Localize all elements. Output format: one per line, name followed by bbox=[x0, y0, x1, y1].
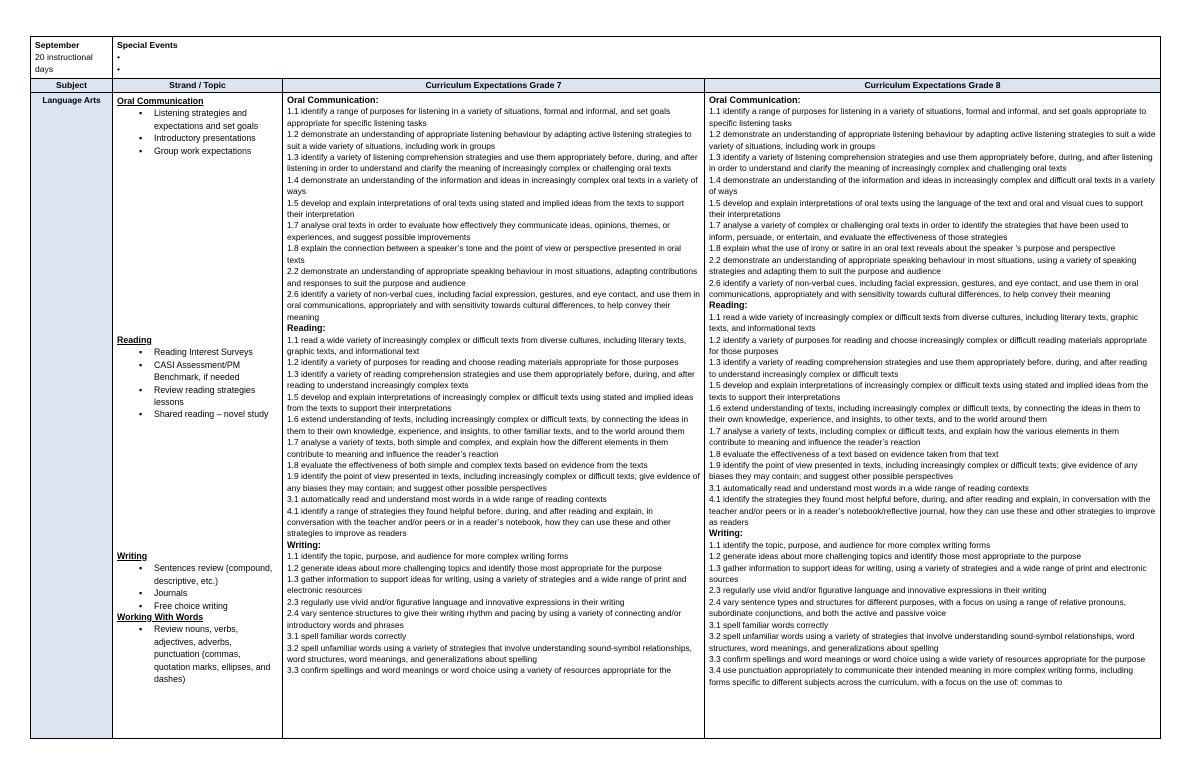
grade8-header: Curriculum Expectations Grade 8 bbox=[705, 78, 1161, 92]
list-item: ▪ Introductory presentations bbox=[117, 132, 278, 144]
g7-writing-expectations: 1.1 identify the topic, purpose, and audience for more complex writing forms 1.2 generate ideas about more challenging topics and identify those most appropriate for the purpose 1.3 gather information to support ideas for writing, using a variety of strategies and a wide range of print and electronic resources 2.3 regularly use vivid and/or figurative language and innovative expressions in their writing 2.4 vary sentence structures to give their writing rhythm and pacing by using a variety of connecting and/or introductory words and phrases 3.1 spell familiar words correctly 3.2 spell unfamiliar words using a variety of strategies that involve understanding sound-symbol relationships, word structures, word meanings, and generalizations about spelling 3.3 confirm spellings and word meanings or word choice using a variety of resources appropriate for the bbox=[287, 551, 693, 676]
special-events-cell bbox=[113, 37, 1161, 79]
instructional-days: 20 instructional days bbox=[35, 52, 93, 75]
list-item: ▪ Free choice writing bbox=[117, 600, 278, 612]
list-item: ▪ Listening strategies and expectations and set goals bbox=[117, 107, 278, 132]
g8-reading-heading: Reading: bbox=[709, 300, 748, 311]
list-item: ▪ Sentences review (compound, descriptive, etc.) bbox=[117, 562, 278, 587]
strand-header: Strand / Topic bbox=[113, 78, 283, 92]
grade7-header: Curriculum Expectations Grade 7 bbox=[283, 78, 705, 92]
month-row bbox=[31, 37, 1161, 79]
g8-oral-heading: Oral Communication: bbox=[709, 95, 801, 106]
subject-header: Subject bbox=[31, 78, 113, 92]
g7-reading-heading: Reading: bbox=[287, 323, 326, 334]
strand-wordwork-title: Working With Words bbox=[117, 611, 204, 622]
list-item: ▪ Shared reading – novel study bbox=[117, 408, 278, 420]
g8-writing-expectations: 1.1 identify the topic, purpose, and audience for more complex writing forms 1.2 generate ideas about more challenging topics and identify those most appropriate to the purpose 1.3 gather information to support ideas for writing, using a variety of strategies and a wide range of print and electronic sources 2.3 regularly use vivid and/or figurative language and innovative expressions in their writing 2.4 vary sentence types and structures for different purposes, with a focus on using a range of relative pronouns, subordinate conjunctions, and both the active and passive voice 3.1 spell familiar words correctly 3.2 spell unfamiliar words using a variety of strategies that involve understanding sound-symbol relationships, word structures, word meanings, and generalizations about spelling 3.3 confirm spellings and word meanings or word choice using a wide variety of resources appropriate for the purpose 3.4 use punctuation appropriately to communicate their intended meaning in more complex writing forms, including forms specific to different subjects across the curriculum, with a focus on the use of: commas to bbox=[709, 539, 1147, 687]
special-event-bullet: • bbox=[117, 52, 121, 63]
g7-writing-heading: Writing: bbox=[287, 539, 321, 550]
month-cell bbox=[31, 37, 113, 79]
subject-cell: Language Arts bbox=[31, 93, 113, 739]
list-item: ▪ Reading Interest Surveys bbox=[117, 346, 278, 358]
strand-writing-title: Writing bbox=[117, 550, 148, 561]
strand-oral-list bbox=[117, 107, 278, 157]
list-item: ▪ Group work expectations bbox=[117, 145, 278, 157]
strand-oral-title: Oral Communication bbox=[117, 96, 204, 107]
list-item: ▪ Review nouns, verbs, adjectives, adverbs, punctuation (commas, quotation marks, ellipses, and dashes) bbox=[117, 623, 278, 685]
month-label: September bbox=[35, 40, 80, 50]
g7-oral-expectations: 1.1 identify a range of purposes for listening in a variety of situations, formal and informal, and set goals appropriate for specific listening tasks 1.2 demonstrate an understanding of appropriate listening behaviour by adapting active listening strategies to suit a wide variety of situations, including work in groups 1.3 identify a variety of listening comprehension strategies and use them appropriately before, during, and after listening in order to understand and clarify the meaning of increasingly complex or challenging oral texts 1.4 demonstrate an understanding of the information and ideas in increasingly complex oral texts in a variety of ways 1.5 develop and explain interpretations of oral texts using stated and implied ideas from the texts to support their interpretation 1.7 analyse oral texts in order to evaluate how effectively they communicate ideas, opinions, themes, or experiences, and suggest possible improvements 1.8 explain the connection between a speaker’s tone and the point of view or perspective presented in oral texts 2.2 demonstrate an understanding of appropriate speaking behaviour in most situations, adapting contributions and responses to suit the purpose and audience 2.6 identify a variety of non-verbal cues, including facial expression, gestures, and eye contact, and use them in oral communications, appropriately and with sensitivity towards cultural differences, to help convey their meaning bbox=[287, 106, 700, 322]
curriculum-table bbox=[30, 36, 1161, 739]
strand-cell bbox=[113, 93, 283, 739]
g8-oral-expectations: 1.1 identify a range of purposes for listening in a variety of situations, formal and informal, and set goals appropriate to specific listening tasks 1.2 demonstrate an understanding of appropriate listening behaviour by adapting active listening strategies to suit a wide variety of situations, including work in groups 1.3 identify a variety of listening comprehension strategies and use them appropriately before, during, and after listening in order to understand and clarify the meaning of increasingly complex and challenging oral texts 1.4 demonstrate an understanding of the information and ideas in increasingly complex and difficult oral texts in a variety of ways 1.5 develop and explain interpretations of oral texts using the language of the text and oral and visual cues to support their interpretations 1.7 analyse a variety of complex or challenging oral texts in order to identify the strategies that have been used to inform, persuade, or entertain, and evaluate the effectiveness of those strategies 1.8 explain what the use of irony or satire in an oral text reveals about the speaker ’s purpose and perspective 2.2 demonstrate an understanding of appropriate speaking behaviour in most situations, using a variety of speaking strategies and adapting them to suit the purpose and audience 2.6 identify a variety of non-verbal cues, including facial expression, gestures, and eye contact, and use them in oral communications, appropriately and with sensitivity towards cultural differences, to help convey their meaning bbox=[709, 106, 1156, 299]
list-item: ▪ Journals bbox=[117, 587, 278, 599]
strand-wordwork-list bbox=[117, 623, 278, 685]
list-item: ▪ CASI Assessment/PM Benchmark, if needed bbox=[117, 359, 278, 384]
g8-writing-heading: Writing: bbox=[709, 528, 743, 539]
strand-writing-list bbox=[117, 562, 278, 612]
special-event-bullet: • bbox=[117, 64, 121, 75]
grade8-cell bbox=[705, 93, 1161, 739]
column-header-row bbox=[31, 78, 1161, 92]
strand-reading-title: Reading bbox=[117, 335, 152, 346]
strand-reading-list bbox=[117, 346, 278, 420]
language-arts-row bbox=[31, 93, 1161, 739]
grade7-cell bbox=[283, 93, 705, 739]
list-item: ▪ Review reading strategies lessons bbox=[117, 384, 278, 409]
g8-reading-expectations: 1.1 read a wide variety of increasingly complex or difficult texts from diverse cultures, including literary texts, graphic texts, and informational texts 1.2 identify a variety of purposes for reading and choose increasingly complex or difficult reading materials appropriate for those purposes 1.3 identify a variety of reading comprehension strategies and use them appropriately before, during, and after reading to understand increasingly complex or difficult texts 1.5 develop and explain interpretations of increasingly complex or difficult texts using stated and implied ideas from the texts to support their interpretations 1.6 extend understanding of texts, including increasingly complex or difficult texts, by connecting the ideas in them to their own knowledge, experience, and insights, to other texts, and to the world around them 1.7 analyse a variety of texts, including complex or difficult texts, and explain how the various elements in them contribute to meaning and influence the reader’s reaction 1.8 evaluate the effectiveness of a text based on evidence taken from that text 1.9 identify the point of view presented in texts, including increasingly complex or difficult texts; give evidence of any biases they may contain; and suggest other possible perspectives 3.1 automatically read and understand most words in a wide range of reading contexts 4.1 identify the strategies they found most helpful before, during, and after reading and explain, in conversation with the teacher and/or peers or in a reader’s notebook/reflective journal, how they can use these and other strategies to improve as readers bbox=[709, 311, 1156, 528]
g7-reading-expectations: 1.1 read a wide variety of increasingly complex or difficult texts from diverse cultures, including literary texts, graphic texts, and informational text 1.2 identify a variety of purposes for reading and choose reading materials appropriate for those purposes 1.3 identify a variety of reading comprehension strategies and use them appropriately before, during, and after reading to understand increasingly complex texts 1.5 develop and explain interpretations of increasingly complex or difficult texts using stated and implied ideas from the texts to support their interpretations 1.6 extend understanding of texts, including increasingly complex or difficult texts, by connecting the ideas in them to their own knowledge, experience, and insights, to other familiar texts, and to the world around them 1.7 analyse a variety of texts, both simple and complex, and explain how the different elements in them contribute to meaning and influence the reader’s reaction 1.8 evaluate the effectiveness of both simple and complex texts based on evidence from the texts 1.9 identify the point of view presented in texts, including increasingly complex or difficult texts; give evidence of any biases they may contain; and suggest other possible perspectives 3.1 automatically read and understand most words in a wide range of reading contexts 4.1 identify a range of strategies they found helpful before, during, and after reading and explain, in conversation with the teacher and/or peers or in a reader’s notebook, how they can use these and other strategies to improve as readers bbox=[287, 334, 700, 539]
special-events-label: Special Events bbox=[117, 40, 178, 50]
g7-oral-heading: Oral Communication: bbox=[287, 95, 379, 106]
